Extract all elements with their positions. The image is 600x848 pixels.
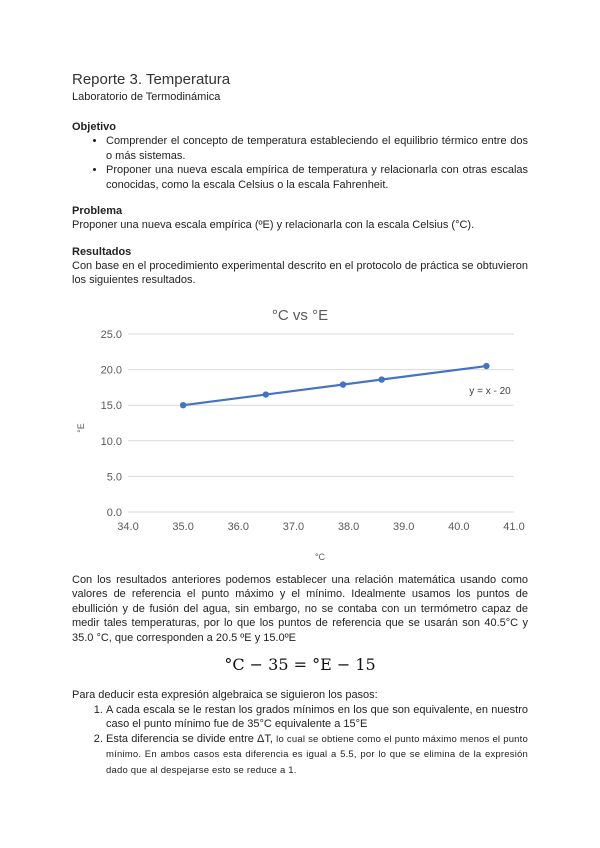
scatter-chart [72, 302, 528, 564]
analisis-text: Con los resultados anteriores podemos establecer una relación matemática usando como valores de referencia el punto máximo y el mínimo. Idealmente usamos los puntos de ebullición y de fusión del agua, sin embargo, no se contaba con un termómetro capaz de medir tales temperaturas, por lo que los puntos de referencia que se usarán son 40.5°C y 35.0 °C, que corresponden a 20.5 ºE y 15.0ºE [72, 573, 528, 644]
x-axis-label: °C [314, 551, 326, 562]
y-tick-label: 25.0 [100, 328, 122, 341]
x-tick-label: 36.0 [227, 520, 249, 533]
problema-heading: Problema [72, 205, 123, 217]
problema-text: Proponer una nueva escala empírica (ºE) y relacionarla con la escala Celsius (°C). [72, 219, 475, 231]
y-tick-label: 5.0 [106, 470, 122, 483]
objetivo-list [72, 134, 528, 192]
y-axis-ticks [101, 329, 122, 519]
document-subtitle: Laboratorio de Termodinámica [72, 91, 221, 103]
x-tick-label: 37.0 [282, 520, 305, 533]
data-point [180, 402, 186, 408]
step-2-text-b: lo cual se obtiene como el punto máximo menos el punto mínimo. En ambos casos esta diferencia es igual a 5.5, por lo que se elimina de la expresión dado que al despejarse esto se reduce a 1. [106, 733, 528, 776]
data-point [378, 376, 384, 382]
step-2-text-a: Esta diferencia se divide entre ΔT, [106, 732, 273, 745]
resultados-text: Con base en el procedimiento experimental descrito en el protocolo de práctica se obtuvieron los siguientes resultados. [72, 259, 528, 286]
steps-intro: Para deducir esta expresión algebraica se siguieron los pasos: [72, 689, 378, 701]
x-tick-label: 35.0 [172, 520, 194, 533]
y-tick-label: 10.0 [100, 435, 122, 448]
chart-gridlines [128, 334, 514, 512]
y-tick-label: 0.0 [106, 506, 122, 519]
trendline-label: y = x - 20 [469, 385, 511, 397]
data-point [263, 391, 269, 397]
step-item [106, 732, 528, 779]
x-tick-label: 41.0 [503, 520, 525, 533]
trendline [183, 366, 486, 405]
x-tick-label: 39.0 [393, 520, 415, 533]
step-item: 1. A cada escala se le restan los grados mínimos en los que son equivalente, en nuestro caso el punto mínimo fue de 35°C equivalente a 15°E [106, 703, 528, 732]
x-tick-label: 40.0 [448, 520, 470, 533]
y-axis-label: °E [76, 422, 86, 433]
data-point [340, 381, 346, 387]
steps-list [72, 703, 528, 779]
objetivo-heading: Objetivo [72, 121, 117, 133]
x-tick-label: 38.0 [337, 520, 360, 533]
resultados-section [72, 245, 528, 288]
document-title: Reporte 3. Temperatura [72, 71, 231, 88]
data-point [483, 362, 489, 368]
objetivo-item: • Comprender el concepto de temperatura estableciendo el equilibrio térmico entre dos o más sistemas. [106, 134, 528, 163]
resultados-heading: Resultados [72, 245, 132, 258]
trendline-group [183, 366, 486, 405]
chart-container [72, 302, 528, 569]
problema-section [72, 204, 528, 233]
document-page [72, 70, 528, 778]
x-tick-label: 34.0 [117, 520, 139, 533]
equation: °C − 35 = °E − 15 [224, 655, 376, 674]
y-tick-label: 20.0 [100, 364, 122, 377]
chart-title: °C vs °E [271, 306, 329, 324]
objetivo-item: • Proponer una nueva escala empírica de temperatura y relacionarla con otras escalas conocidas, como la escala Celsius o la escala Fahrenheit. [106, 163, 528, 192]
x-axis-ticks [117, 521, 524, 533]
y-tick-label: 15.0 [100, 399, 122, 412]
